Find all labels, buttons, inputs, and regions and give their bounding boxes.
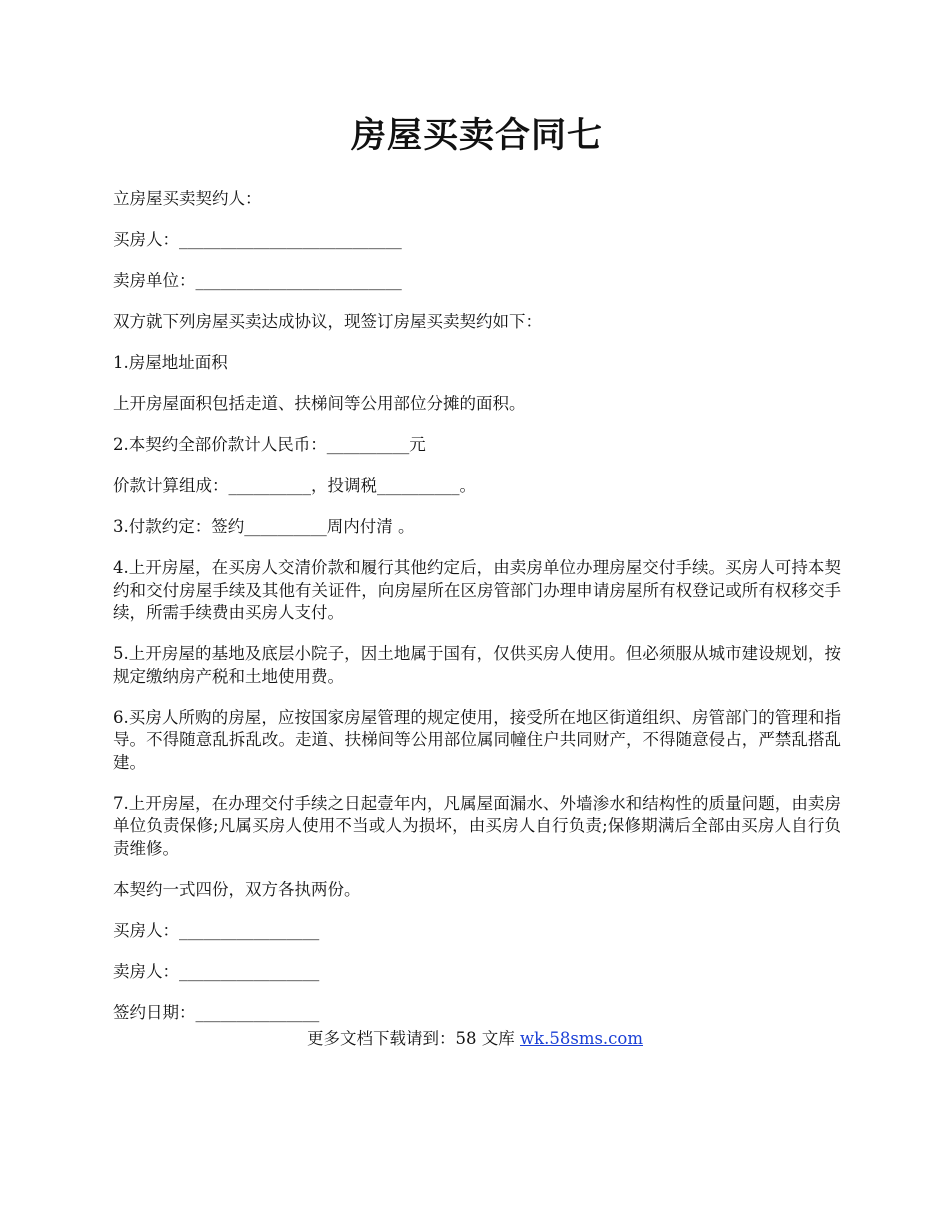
buyer-line: 买房人：___________________________ [113,230,402,249]
footer-link[interactable]: wk.58sms.com [519,1029,643,1048]
contract-parties-heading: 立房屋买卖契约人： [113,189,262,208]
signing-date-line: 签约日期：_______________ [113,1002,320,1022]
seller-unit-line: 卖房单位：_________________________ [113,271,402,290]
document-title: 房屋买卖合同七 [350,115,603,156]
clause-1-body: 上开房屋面积包括走道、扶梯间等公用部位分摊的面积。 [113,394,526,413]
clause-6-usage: 6.买房人所购的房屋，应按国家房屋管理的规定使用，接受所在地区街道组织、房管部门的管理和指导。不得随意乱拆乱改。走道、扶梯间等公用部位属同幢住户共同财产，不得随意侵占，严禁乱搭乱建。 [113,707,841,772]
copies-statement: 本契约一式四份，双方各执两份。 [113,879,361,899]
footer-text: 更多文档下载请到：58 文库 [306,1029,520,1048]
seller-signature-line: 卖房人：_________________ [113,961,320,981]
clause-1-heading: 1.房屋地址面积 [113,353,228,372]
clause-4-handover: 4.上开房屋，在买房人交清价款和履行其他约定后，由卖房单位办理房屋交付手续。买房人可持本契约和交付房屋手续及其他有关证件，向房屋所在区房管部门办理申请房屋所有权登记或所有权移交手续，所需手续费由买房人支付。 [113,558,841,622]
clause-7-warranty: 7.上开房屋，在办理交付手续之日起壹年内，凡属屋面漏水、外墙渗水和结构性的质量问题，由卖房单位负责保修;凡属买房人使用不当或人为损坏，由买房人自行负责;保修期满后全部由买房人自行负责维修。 [113,793,841,858]
clause-5-land: 5.上开房屋的基地及底层小院子，因土地属于国有，仅供买房人使用。但必须服从城市建设规划，按规定缴纳房产税和土地使用费。 [113,644,841,686]
clause-3-payment: 3.付款约定：签约__________周内付清 。 [113,517,415,536]
footer [0,1028,950,1050]
clause-2-breakdown: 价款计算组成：__________，投调税__________。 [113,476,476,495]
clause-2-price: 2.本契约全部价款计人民币：__________元 [113,435,426,454]
document-page [113,112,841,1043]
buyer-signature-line: 买房人：_________________ [113,920,320,940]
agreement-intro: 双方就下列房屋买卖达成协议，现签订房屋买卖契约如下： [113,312,542,331]
